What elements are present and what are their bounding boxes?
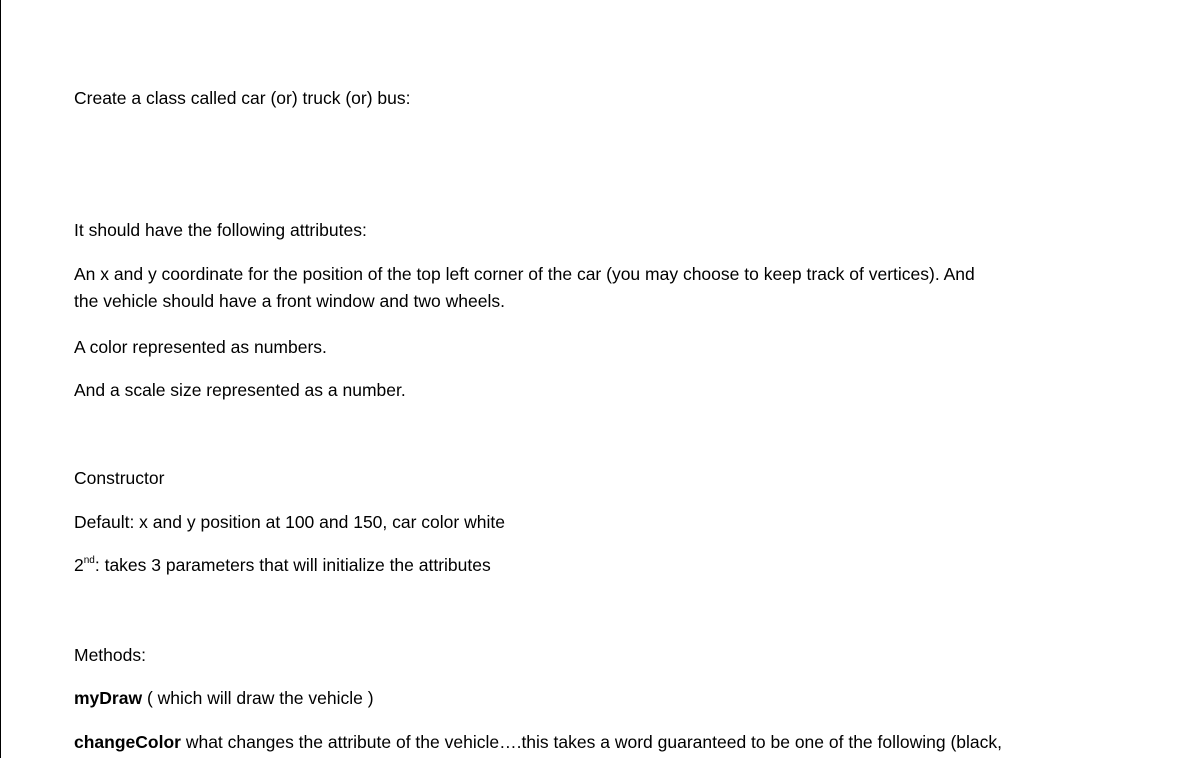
attr-position-line1: An x and y coordinate for the position of the top left corner of the car (you may choose to keep track of vertices). And	[74, 264, 975, 284]
method-draw-name: myDraw	[74, 688, 143, 708]
method-color-name: changeColor	[74, 732, 181, 752]
method-color-desc: what changes the attribute of the vehicle….this takes a word guaranteed to be one of the following (black,	[180, 732, 1003, 752]
attr-position-line2: the vehicle should have a front window and two wheels.	[74, 291, 505, 311]
constructor-second-rest: : takes 3 parameters that will initialize the attributes	[94, 555, 491, 575]
method-change-color	[74, 730, 1002, 754]
constructor-second	[74, 553, 491, 577]
method-draw	[74, 686, 374, 710]
attr-scale: And a scale size represented as a number.	[74, 380, 406, 400]
constructor-second-prefix: 2	[74, 555, 84, 575]
constructor-heading: Constructor	[74, 468, 165, 488]
attributes-heading: It should have the following attributes:	[74, 220, 367, 240]
attr-color: A color represented as numbers.	[74, 337, 327, 357]
constructor-default: Default: x and y position at 100 and 150, car color white	[74, 512, 505, 532]
intro-text: Create a class called car (or) truck (or) bus:	[74, 88, 411, 108]
methods-heading: Methods:	[74, 645, 146, 665]
constructor-second-sup: nd	[83, 555, 95, 567]
method-draw-desc: ( which will draw the vehicle )	[142, 688, 374, 708]
